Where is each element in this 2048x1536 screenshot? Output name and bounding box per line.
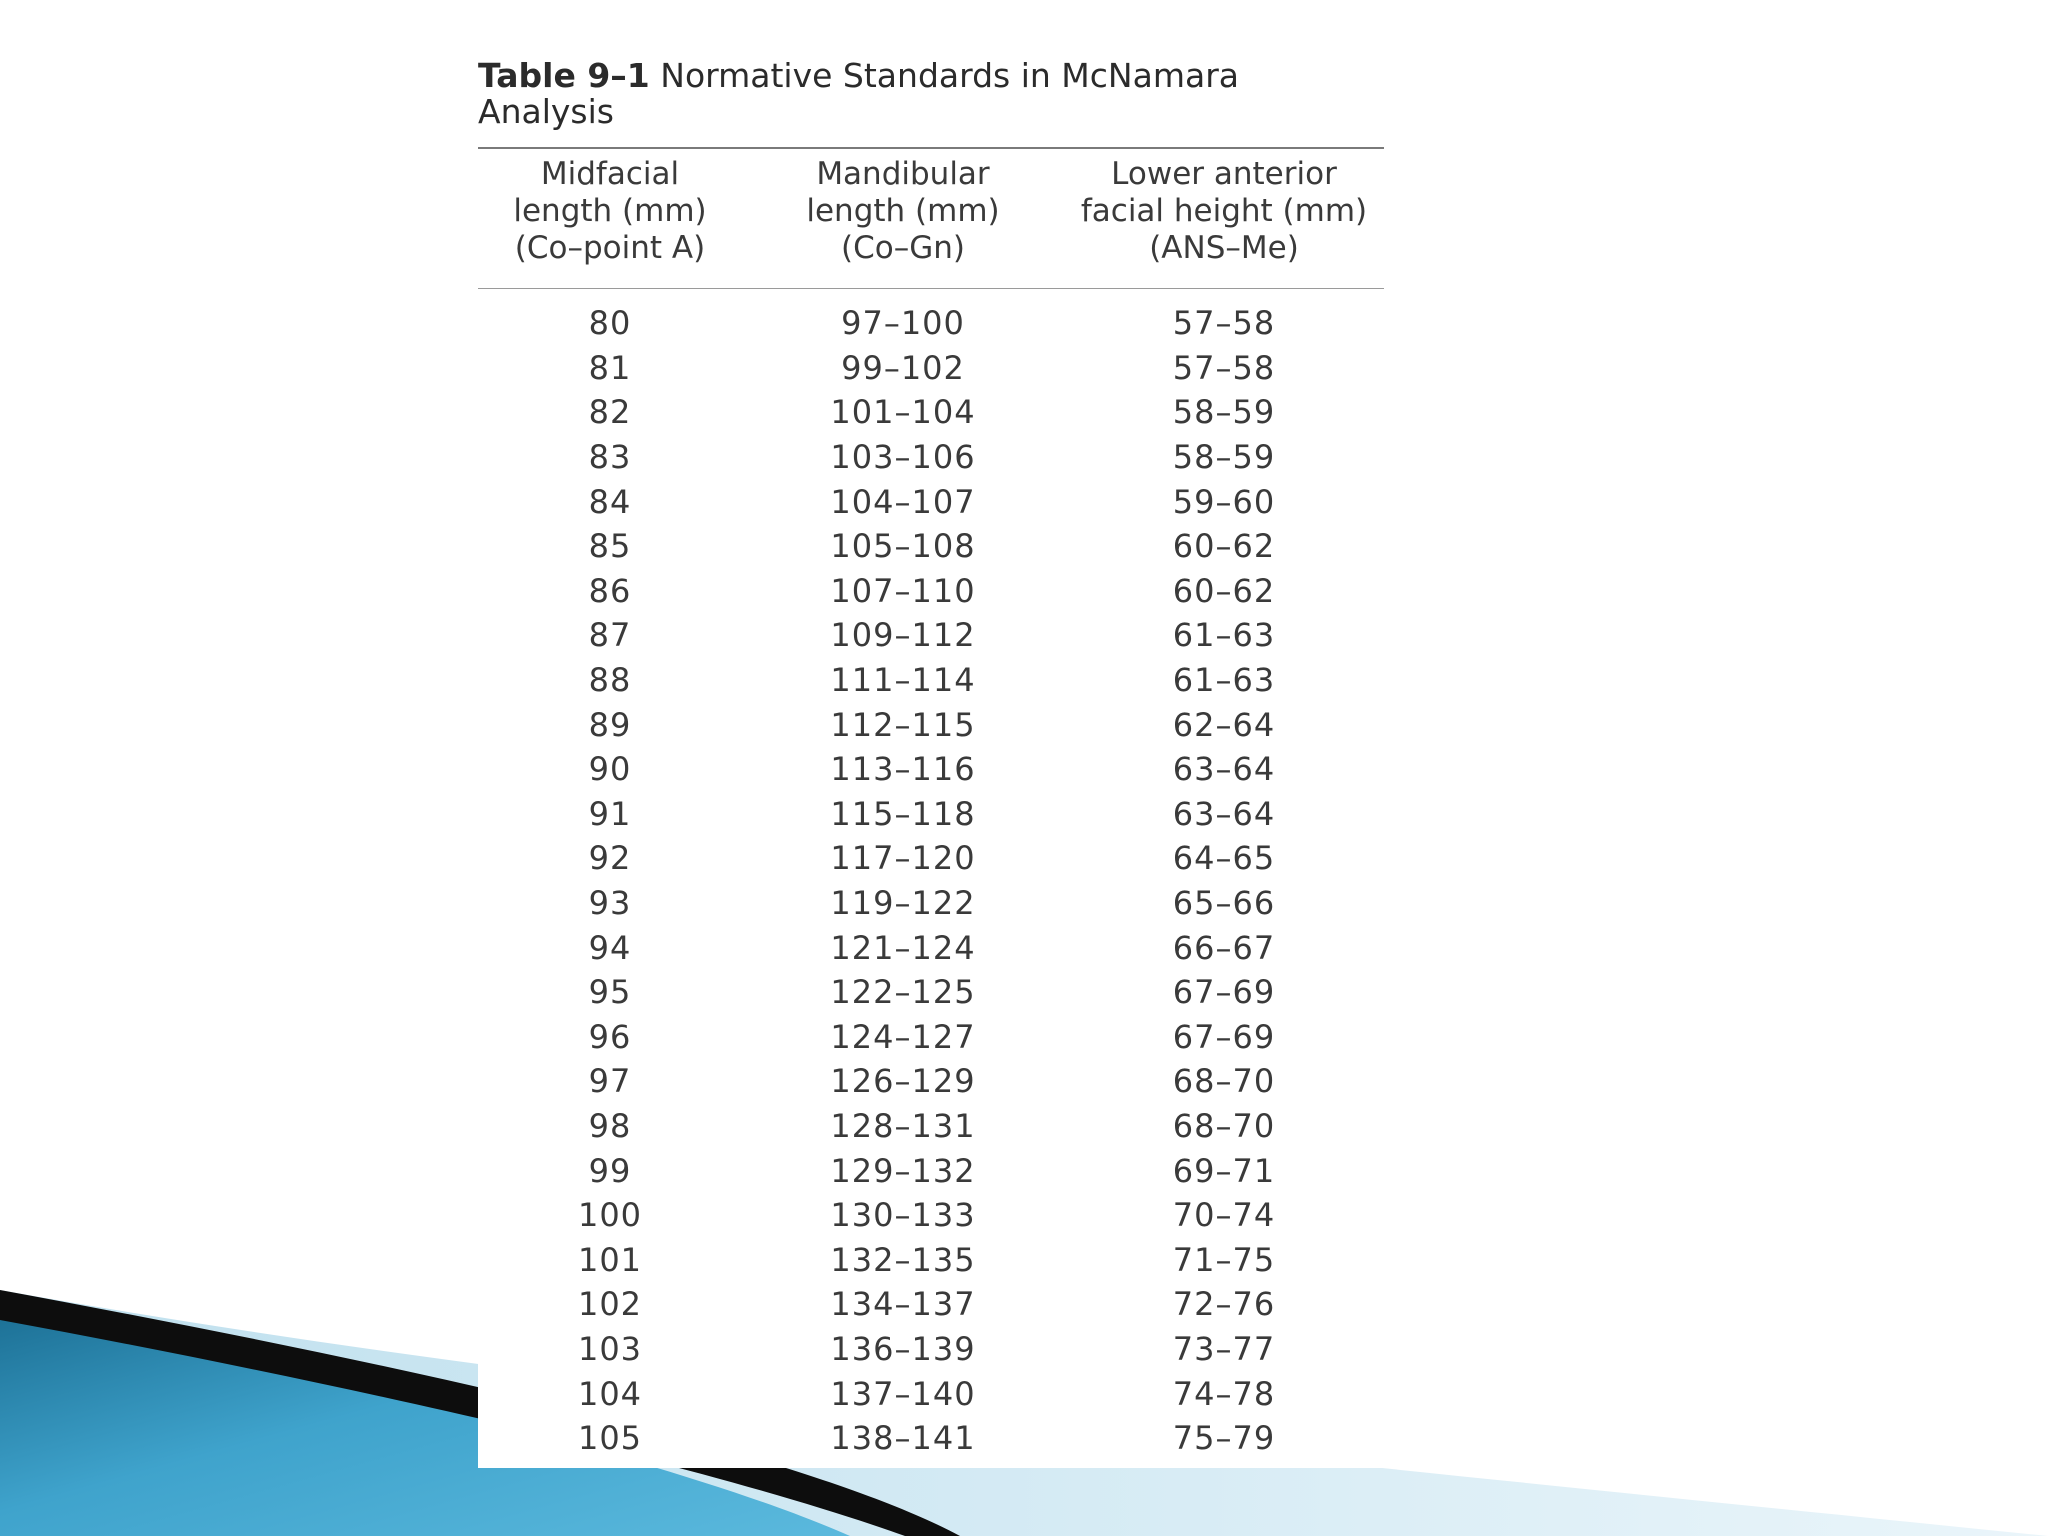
- cell-midfacial: 102: [577, 1285, 643, 1324]
- cell-midfacial: 80: [588, 304, 632, 343]
- cell-lower-facial-height: 57–58: [1172, 348, 1276, 387]
- header-bottom-rule: [478, 288, 1384, 289]
- cell-midfacial: 85: [588, 527, 632, 566]
- table-row: [478, 1193, 1384, 1238]
- table-row: [478, 1327, 1384, 1372]
- cell-mandibular: 103–106: [830, 438, 976, 477]
- cell-lower-facial-height: 60–62: [1172, 571, 1276, 610]
- table-row: [478, 702, 1384, 747]
- cell-midfacial: 105: [577, 1419, 643, 1458]
- cell-mandibular: 138–141: [830, 1419, 976, 1458]
- cell-midfacial: 91: [588, 794, 632, 833]
- cell-midfacial: 95: [588, 973, 632, 1012]
- table-row: [478, 1059, 1384, 1104]
- cell-midfacial: 101: [577, 1240, 643, 1279]
- table-row: [478, 881, 1384, 926]
- cell-mandibular: 137–140: [830, 1374, 976, 1413]
- cell-lower-facial-height: 58–59: [1172, 438, 1276, 477]
- cell-mandibular: 113–116: [830, 750, 976, 789]
- cell-mandibular: 107–110: [830, 571, 976, 610]
- cell-mandibular: 132–135: [830, 1240, 976, 1279]
- cell-lower-facial-height: 71–75: [1172, 1240, 1276, 1279]
- cell-lower-facial-height: 68–70: [1172, 1106, 1276, 1145]
- cell-mandibular: 119–122: [830, 884, 976, 923]
- cell-midfacial: 96: [588, 1017, 632, 1056]
- cell-lower-facial-height: 68–70: [1172, 1062, 1276, 1101]
- table-row: [478, 792, 1384, 837]
- table-row: [478, 390, 1384, 435]
- cell-lower-facial-height: 63–64: [1172, 750, 1276, 789]
- cell-lower-facial-height: 74–78: [1172, 1374, 1276, 1413]
- cell-lower-facial-height: 63–64: [1172, 794, 1276, 833]
- table-row: [478, 435, 1384, 480]
- cell-lower-facial-height: 69–71: [1172, 1151, 1276, 1190]
- cell-mandibular: 122–125: [830, 973, 976, 1012]
- table-number: Table 9–1: [478, 56, 650, 95]
- cell-mandibular: 126–129: [830, 1062, 976, 1101]
- cell-midfacial: 84: [588, 482, 632, 521]
- cell-mandibular: 97–100: [841, 304, 965, 343]
- cell-lower-facial-height: 60–62: [1172, 527, 1276, 566]
- cell-mandibular: 115–118: [830, 794, 976, 833]
- cell-midfacial: 100: [577, 1196, 643, 1235]
- cell-midfacial: 103: [577, 1329, 643, 1368]
- cell-lower-facial-height: 62–64: [1172, 705, 1276, 744]
- table-body: [478, 301, 1384, 1460]
- cell-mandibular: 105–108: [830, 527, 976, 566]
- cell-midfacial: 97: [588, 1062, 632, 1101]
- table-row: [478, 1015, 1384, 1060]
- table-row: [478, 569, 1384, 614]
- cell-midfacial: 104: [577, 1374, 643, 1413]
- cell-midfacial: 98: [588, 1106, 632, 1145]
- cell-lower-facial-height: 64–65: [1172, 839, 1276, 878]
- table-row: [478, 1282, 1384, 1327]
- table-row: [478, 925, 1384, 970]
- table-row: [478, 1416, 1384, 1461]
- header-mandibular-length: Mandibular length (mm) (Co–Gn): [806, 156, 1000, 266]
- cell-mandibular: 134–137: [830, 1285, 976, 1324]
- cell-mandibular: 130–133: [830, 1196, 976, 1235]
- cell-lower-facial-height: 61–63: [1172, 661, 1276, 700]
- table-row: [478, 1237, 1384, 1282]
- cell-mandibular: 128–131: [830, 1106, 976, 1145]
- cell-mandibular: 111–114: [830, 661, 976, 700]
- cell-midfacial: 82: [588, 393, 632, 432]
- table-row: [478, 1104, 1384, 1149]
- table-row: [478, 301, 1384, 346]
- cell-mandibular: 124–127: [830, 1017, 976, 1056]
- cell-midfacial: 99: [588, 1151, 632, 1190]
- cell-midfacial: 90: [588, 750, 632, 789]
- header-lower-anterior-facial-height: Lower anterior facial height (mm) (ANS–Me): [1080, 156, 1368, 266]
- cell-mandibular: 121–124: [830, 928, 976, 967]
- cell-mandibular: 99–102: [841, 348, 965, 387]
- cell-midfacial: 86: [588, 571, 632, 610]
- cell-lower-facial-height: 61–63: [1172, 616, 1276, 655]
- table-row: [478, 970, 1384, 1015]
- cell-midfacial: 87: [588, 616, 632, 655]
- cell-midfacial: 81: [588, 348, 632, 387]
- header-midfacial-length: Midfacial length (mm) (Co–point A): [513, 156, 707, 266]
- cell-mandibular: 117–120: [830, 839, 976, 878]
- table-caption: Normative Standards in McNamara Analysis: [478, 56, 1239, 131]
- cell-mandibular: 112–115: [830, 705, 976, 744]
- table-row: [478, 479, 1384, 524]
- cell-lower-facial-height: 67–69: [1172, 973, 1276, 1012]
- cell-mandibular: 104–107: [830, 482, 976, 521]
- cell-mandibular: 109–112: [830, 616, 976, 655]
- cell-lower-facial-height: 59–60: [1172, 482, 1276, 521]
- cell-lower-facial-height: 70–74: [1172, 1196, 1276, 1235]
- cell-mandibular: 101–104: [830, 393, 976, 432]
- table-row: [478, 836, 1384, 881]
- cell-lower-facial-height: 75–79: [1172, 1419, 1276, 1458]
- cell-midfacial: 88: [588, 661, 632, 700]
- cell-lower-facial-height: 72–76: [1172, 1285, 1276, 1324]
- normative-standards-table: [478, 52, 1384, 1468]
- cell-midfacial: 94: [588, 928, 632, 967]
- cell-lower-facial-height: 73–77: [1172, 1329, 1276, 1368]
- cell-lower-facial-height: 65–66: [1172, 884, 1276, 923]
- table-row: [478, 1148, 1384, 1193]
- header-top-rule: [478, 147, 1384, 149]
- table-row: [478, 613, 1384, 658]
- cell-mandibular: 136–139: [830, 1329, 976, 1368]
- cell-lower-facial-height: 67–69: [1172, 1017, 1276, 1056]
- cell-midfacial: 89: [588, 705, 632, 744]
- table-row: [478, 658, 1384, 703]
- cell-midfacial: 92: [588, 839, 632, 878]
- cell-lower-facial-height: 58–59: [1172, 393, 1276, 432]
- table-row: [478, 346, 1384, 391]
- cell-mandibular: 129–132: [830, 1151, 976, 1190]
- cell-lower-facial-height: 66–67: [1172, 928, 1276, 967]
- table-row: [478, 524, 1384, 569]
- cell-midfacial: 93: [588, 884, 632, 923]
- cell-midfacial: 83: [588, 438, 632, 477]
- table-title: [478, 58, 1384, 130]
- cell-lower-facial-height: 57–58: [1172, 304, 1276, 343]
- table-row: [478, 747, 1384, 792]
- table-row: [478, 1371, 1384, 1416]
